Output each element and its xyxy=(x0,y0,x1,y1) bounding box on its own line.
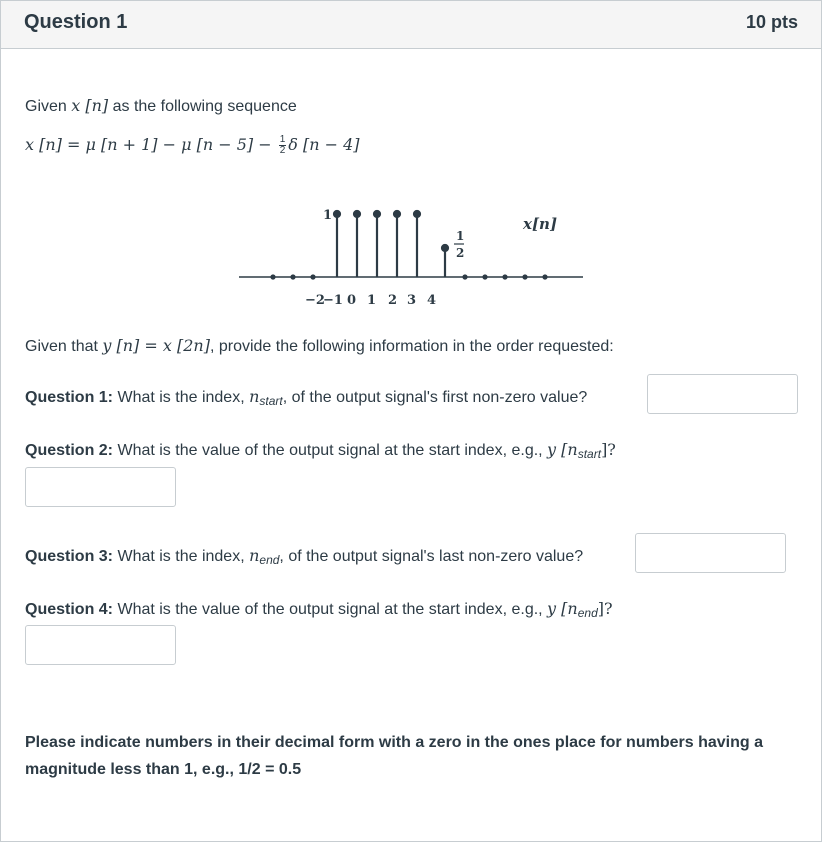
question4-text: Question 4: What is the value of the output signal at the start index, e.g., y $[n_{end}]$? xyxy=(25,599,613,620)
intro-variable: x [n] xyxy=(71,96,109,115)
question-title: Question 1 xyxy=(24,11,128,33)
question-header xyxy=(1,1,821,49)
tick-label: −2 xyxy=(305,293,325,308)
given-text: Given that y [n] = x [2n], provide the following information in the order requested: xyxy=(25,336,614,355)
tick-label: −1 xyxy=(323,293,343,308)
question1-answer-input[interactable] xyxy=(647,374,798,414)
tick-label: 3 xyxy=(407,293,417,308)
question4-answer-input[interactable] xyxy=(25,625,176,665)
question1-text: Question 1: What is the index, $n_{start}$, of the output signal's first non-zero value? xyxy=(25,387,588,408)
tick-label: 4 xyxy=(427,293,437,308)
formatting-note: Please indicate numbers in their decimal form with a zero in the ones place for numbers having a magnitude less than 1, e.g., 1/2 = 0.5 xyxy=(25,734,763,778)
sequence-equation: x [n] = μ [n + 1] − μ [n − 5] − $\frac{1}{2}$ δ [n − 4] xyxy=(25,134,360,157)
figure-half-den: 2 xyxy=(456,246,465,260)
figure-top-value: 1 xyxy=(323,208,333,223)
question-points: 10 pts xyxy=(745,12,798,32)
figure-half-num: 1 xyxy=(456,229,465,243)
half-fraction: $\frac{1}{2}$ xyxy=(279,134,286,157)
question3-text: Question 3: What is the index, $n_{end}$, of the output signal's last non-zero value? xyxy=(25,546,584,567)
question2-text: Question 2: What is the value of the output signal at the start index, e.g., y $[n_{start}]$? xyxy=(25,440,616,461)
question2-answer-input[interactable] xyxy=(25,467,176,507)
tick-label: 1 xyxy=(367,293,377,308)
tick-label: 0 xyxy=(347,293,357,308)
intro-text: Given x [n] as the following sequence xyxy=(25,96,297,115)
question3-answer-input[interactable] xyxy=(635,533,786,573)
figure-signal-label: x[n] xyxy=(523,215,558,233)
sequence-stem-plot xyxy=(237,201,587,313)
tick-label: 2 xyxy=(388,293,398,308)
